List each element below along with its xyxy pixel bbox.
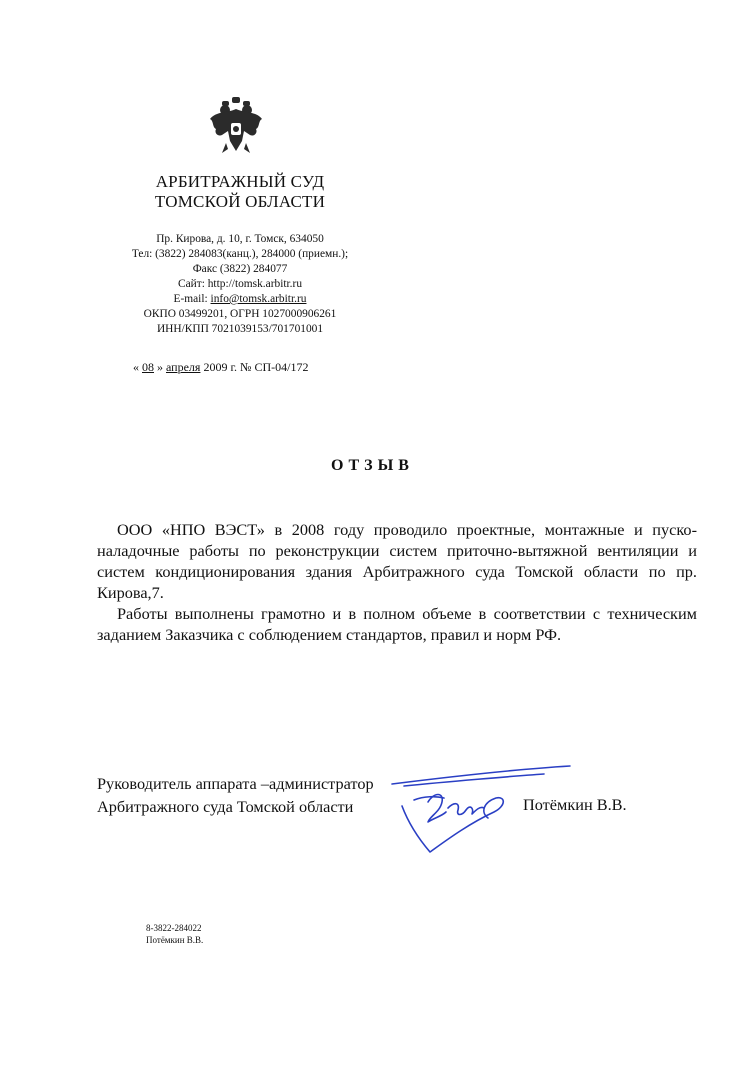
court-email-row: [95, 292, 385, 307]
footer-phone: 8-3822-284022: [146, 923, 202, 933]
site-link[interactable]: http://tomsk.arbitr.ru: [207, 278, 303, 290]
court-okpo: ОКПО 03499201, ОГРН 1027000906261: [143, 308, 337, 320]
document-heading: ОТЗЫВ: [331, 457, 414, 474]
court-name-line2: ТОМСКОЙ ОБЛАСТИ: [154, 192, 326, 211]
ref-year-number: 2009 г. № СП-04/172: [203, 360, 309, 374]
ref-month: апреля: [166, 360, 201, 374]
body-paragraph-1: ООО «НПО ВЭСТ» в 2008 году проводило проектные, монтажные и пуско-наладочные работы по реконструкции систем приточно-вытяжной вентиляции и систем кондиционирования здания Арбитражного суда Томской области по пр. Кирова,7.: [97, 520, 697, 602]
document-footer: [146, 922, 203, 946]
signatory-title-line1: Руководитель аппарата –администратор: [97, 774, 374, 793]
court-site-row: [95, 277, 385, 292]
ref-close-quote: »: [157, 360, 163, 374]
court-address: Пр. Кирова, д. 10, г. Томск, 634050: [156, 233, 324, 245]
footer-name: Потёмкин В.В.: [146, 935, 204, 945]
email-label: E-mail:: [173, 293, 208, 305]
site-label: Сайт:: [177, 278, 205, 290]
court-inn: ИНН/КПП 7021039153/701701001: [156, 323, 324, 335]
document-reference: [133, 360, 308, 375]
signatory-title: [97, 772, 374, 818]
coat-of-arms-emblem: [208, 95, 264, 157]
court-contacts: [95, 232, 385, 337]
signatory-name: Потёмкин В.В.: [523, 795, 627, 814]
signatory-title-line2: Арбитражного суда Томской области: [97, 797, 354, 816]
court-phone: Тел: (3822) 284083(канц.), 284000 (приемн.);: [131, 248, 349, 260]
email-link[interactable]: info@tomsk.arbitr.ru: [210, 293, 307, 305]
ref-day: 08: [142, 360, 154, 374]
document-body: [97, 519, 697, 645]
court-fax: Факс (3822) 284077: [192, 263, 288, 275]
court-name: [110, 172, 370, 212]
court-name-line1: АРБИТРАЖНЫЙ СУД: [155, 172, 325, 191]
body-paragraph-2: Работы выполнены грамотно и в полном объеме в соответствии с техническим заданием Заказчика с соблюдением стандартов, правил и норм РФ.: [97, 604, 697, 644]
ref-open-quote: «: [133, 360, 139, 374]
